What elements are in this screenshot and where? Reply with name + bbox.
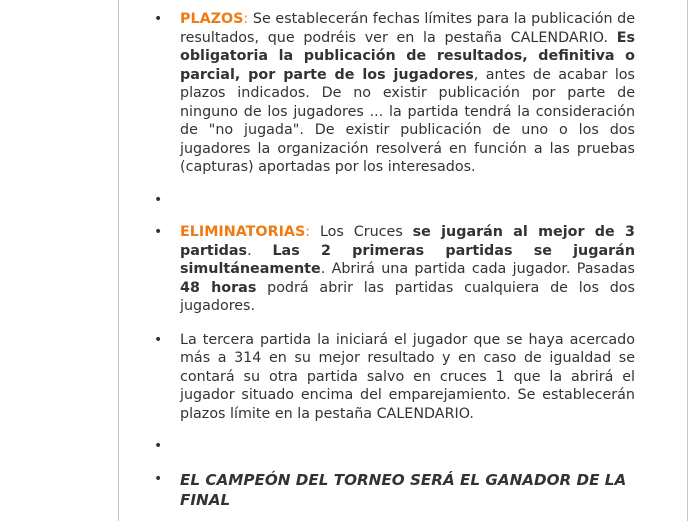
bullet-icon: • (154, 191, 163, 208)
eliminatorias-text-1: Los Cruces (310, 224, 413, 240)
plazos-heading: PLAZOS (180, 11, 244, 27)
eliminatorias-text-3: . Abrirá una partida cada jugador. Pasadas (320, 261, 635, 277)
list-item-empty-1 (135, 191, 635, 210)
bullet-icon: • (154, 438, 163, 454)
list-item-final (135, 470, 635, 510)
plazos-text-2: , antes de acabar los plazos indicados. De no existir publicación por parte de ninguno de los jugadores ... la partida tendrá la consideración de "no jugada". De existir publicación de uno o los dos jugadores la organización resolverá en función a las pruebas (capturas) aportadas por los interesados. (180, 66, 635, 175)
eliminatorias-bold-3: 48 horas (180, 279, 257, 296)
bullet-icon: • (154, 224, 163, 240)
rules-content (135, 10, 635, 510)
list-item-plazos (135, 10, 635, 177)
tercera-partida-text: La tercera partida la iniciará el jugador que se haya acercado más a 314 en su mejor resultado y en caso de igualdad se contará su otra partida salvo en cruces 1 que la abrirá el jugador situado encima del emparejamiento. Se establecerán plazos límite en la pestaña CALENDARIO. (180, 331, 635, 422)
final-statement: EL CAMPEÓN DEL TORNEO SERÁ EL GANADOR DE LA FINAL (180, 470, 627, 509)
eliminatorias-bold-2: Las 2 primeras partidas se jugarán simultáneamente (180, 242, 635, 277)
eliminatorias-colon: : (305, 224, 311, 240)
bullet-icon: • (154, 331, 163, 348)
plazos-text-1: Se establecerán fechas límites para la publicación de resultados, que podréis ver en la pestaña CALENDARIO. (180, 11, 635, 46)
eliminatorias-text-4: podrá abrir las partidas cualquiera de los dos jugadores. (180, 279, 635, 314)
list-item-empty-2 (135, 437, 635, 456)
bullet-icon: • (154, 11, 163, 27)
eliminatorias-bold-1: se jugarán al mejor de 3 partidas (180, 224, 635, 259)
list-item-eliminatorias (135, 223, 635, 316)
rules-list (135, 10, 635, 510)
right-border-line (687, 0, 688, 521)
eliminatorias-heading: ELIMINATORIAS (180, 224, 306, 240)
list-item-tercera-partida (135, 331, 635, 424)
plazos-colon: : (243, 11, 249, 27)
bullet-icon: • (154, 470, 163, 487)
left-border-line (118, 0, 119, 521)
plazos-bold-text: Es obligatoria la publicación de resultados, definitiva o parcial, por parte de los jugadores (180, 29, 635, 83)
eliminatorias-text-2: . (247, 242, 273, 259)
